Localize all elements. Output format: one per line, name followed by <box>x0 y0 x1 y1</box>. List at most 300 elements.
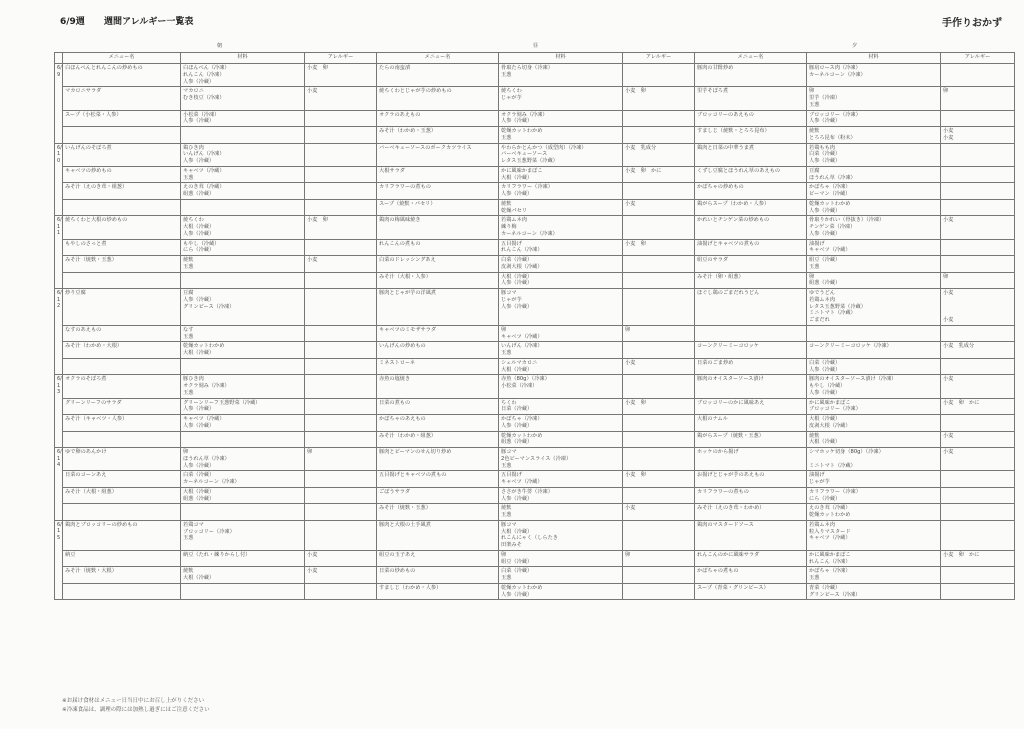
breakfast-ingredients <box>181 583 305 600</box>
lunch-ingredients: かに風味かまぼこ 大根（冷蔵） <box>499 166 623 183</box>
breakfast-allergens: 小麦 卵 <box>305 216 377 239</box>
day-label: 6/13 <box>55 375 63 448</box>
dinner-menu-name: ブロッコリーのかに風味あえ <box>695 398 807 415</box>
breakfast-allergens <box>305 239 377 256</box>
dinner-allergens <box>941 143 1015 166</box>
breakfast-ingredients: えのき茸（冷蔵） 組葱（冷蔵） <box>181 183 305 200</box>
breakfast-menu-name <box>63 199 181 216</box>
table-row <box>55 550 1015 567</box>
dinner-allergens <box>941 504 1015 521</box>
day-label: 6/10 <box>55 143 63 216</box>
dinner-ingredients: 卵 組葱（冷蔵） <box>807 272 941 289</box>
lunch-allergens <box>623 272 695 289</box>
breakfast-allergens: 小麦 <box>305 87 377 110</box>
breakfast-menu-name: みそ汁（えのき茸・組葱） <box>63 183 181 200</box>
lunch-menu-name: 赤魚の塩焼き <box>377 375 499 398</box>
breakfast-menu-name: みそ汁（焼麩・大根） <box>63 567 181 584</box>
dinner-menu-name <box>695 325 807 342</box>
dinner-menu-name: スープ（青菜・グリンピース） <box>695 583 807 600</box>
lunch-ingredients: 五目揚げ キャベツ（冷蔵） <box>499 471 623 488</box>
lunch-allergens <box>623 487 695 504</box>
breakfast-menu-name: もやしのさっと煮 <box>63 239 181 256</box>
lunch-menu-name: 日菜の炒めもの <box>377 567 499 584</box>
breakfast-ingredients: なす 玉葱 <box>181 325 305 342</box>
dinner-menu-name: ブロッコリーのあえもの <box>695 110 807 127</box>
dinner-allergens: 小麦 <box>941 431 1015 448</box>
dinner-menu-name: 豚肉の甘酢炒め <box>695 64 807 87</box>
dinner-menu-name: 豚肉のオイスターソース漬け <box>695 375 807 398</box>
footnotes <box>62 697 210 716</box>
dinner-ingredients: 骨取りかれい（骨抜き）（冷凍） チンゲン菜（冷凍） 人参（冷蔵） <box>807 216 941 239</box>
breakfast-menu-name: ゆで卵のあんかけ <box>63 448 181 471</box>
lunch-ingredients: 焼麩 玉葱 <box>499 504 623 521</box>
dinner-ingredients: 乾燥カットわかめ 人参（冷蔵） <box>807 199 941 216</box>
table-row <box>55 143 1015 166</box>
lunch-allergens <box>623 567 695 584</box>
dinner-ingredients: 豆腐 ほうれん草（冷凍） <box>807 166 941 183</box>
footnote: ※冷凍食品は、調理の際には加熱し過ぎにはご注意ください <box>62 707 210 714</box>
breakfast-allergens <box>305 199 377 216</box>
lunch-allergens <box>623 342 695 359</box>
dinner-allergens <box>941 110 1015 127</box>
dinner-menu-name: かぼちゃの炒めもの <box>695 183 807 200</box>
lunch-menu-name: すましじ（わかめ・人参） <box>377 583 499 600</box>
breakfast-allergens <box>305 143 377 166</box>
dinner-ingredients: 豚肉のオイスターソース漬け（冷凍） もやし（冷蔵） 人参（冷蔵） <box>807 375 941 398</box>
lunch-ingredients: 卵 組豆（冷蔵） <box>499 550 623 567</box>
lunch-ingredients: 大根（冷蔵） 人参（冷蔵） <box>499 272 623 289</box>
breakfast-menu-name: オクラのそぼろ煮 <box>63 375 181 398</box>
dinner-menu-name: 油揚げとキャベツの煮もの <box>695 239 807 256</box>
dinner-allergens: 小麦 小麦 <box>941 289 1015 326</box>
breakfast-allergens <box>305 504 377 521</box>
lunch-ingredients: 骨取たら切身（冷凍） 玉葱 <box>499 64 623 87</box>
breakfast-allergens <box>305 431 377 448</box>
breakfast-allergens: 小麦 <box>305 550 377 567</box>
lunch-ingredients: シェルマカロニ 大根（冷蔵） <box>499 358 623 375</box>
breakfast-allergens <box>305 127 377 144</box>
dinner-ingredients: カリフラワー（冷凍） にら（冷蔵） <box>807 487 941 504</box>
breakfast-allergens <box>305 375 377 398</box>
dinner-menu-name: ほぐし鶏のごまだれうどん <box>695 289 807 326</box>
column-header-allergy: アレルギー <box>941 53 1015 64</box>
lunch-allergens: 小麦 <box>623 358 695 375</box>
breakfast-menu-name <box>63 583 181 600</box>
dinner-ingredients: かに風味かまぼこ れんこん（冷凍） <box>807 550 941 567</box>
dinner-allergens <box>941 583 1015 600</box>
lunch-ingredients: カリフラワー（冷凍） 人参（冷蔵） <box>499 183 623 200</box>
lunch-ingredients: 乾燥カットわかめ 組葱（冷蔵） <box>499 431 623 448</box>
dinner-ingredients: ゆでうどん 若鶏ムネ肉 レタス玉葱野菜（冷蔵） ミニトマト（冷蔵） ごまだれ <box>807 289 941 326</box>
breakfast-menu-name <box>63 358 181 375</box>
dinner-menu-name: 大根のナムル <box>695 415 807 432</box>
lunch-menu-name: 豚肉とじゃが芋の洋風煮 <box>377 289 499 326</box>
lunch-ingredients: オクラ刻み（冷凍） 人参（冷蔵） <box>499 110 623 127</box>
lunch-menu-name: かぼちゃのあえもの <box>377 415 499 432</box>
dinner-ingredients: 若鶏もも肉 白菜（冷蔵） 人参（冷蔵） <box>807 143 941 166</box>
breakfast-allergens <box>305 325 377 342</box>
breakfast-menu-name: みそ汁（焼麩・玉葱） <box>63 256 181 273</box>
breakfast-ingredients: 納豆（たれ・練りからし付） <box>181 550 305 567</box>
breakfast-menu-name: みそ汁（大根・組葱） <box>63 487 181 504</box>
dinner-ingredients: 卵 里芋（冷凍） 玉葱 <box>807 87 941 110</box>
lunch-allergens <box>623 520 695 550</box>
table-row <box>55 325 1015 342</box>
lunch-menu-name: 白菜のドレッシングあえ <box>377 256 499 273</box>
lunch-menu-name: 五目揚げとキャベツの煮もの <box>377 471 499 488</box>
dinner-allergens: 小麦 乳成分 <box>941 342 1015 359</box>
breakfast-menu-name: 鶏肉とブロッコリーの炒めもの <box>63 520 181 550</box>
meal-header-dinner: 夕 <box>851 43 858 49</box>
lunch-ingredients: ちくわ 日菜（冷蔵） <box>499 398 623 415</box>
dinner-ingredients: かぼちゃ（冷凍） 玉葱 <box>807 567 941 584</box>
dinner-ingredients: えのき茸（冷蔵） 乾燥カットわかめ <box>807 504 941 521</box>
lunch-menu-name: みそ汁（焼麩・玉葱） <box>377 504 499 521</box>
breakfast-allergens <box>305 272 377 289</box>
lunch-ingredients: かぼちゃ（冷凍） 人参（冷蔵） <box>499 415 623 432</box>
column-header-menu: メニュー名 <box>377 53 499 64</box>
column-header-allergy: アレルギー <box>623 53 695 64</box>
lunch-menu-name: れんこんの煮もの <box>377 239 499 256</box>
dinner-allergens: 小麦 小麦 <box>941 127 1015 144</box>
breakfast-ingredients: 焼麩 大根（冷蔵） <box>181 567 305 584</box>
lunch-allergens: 小麦 卵 <box>623 471 695 488</box>
dinner-menu-name: カリフラワーの煮もの <box>695 487 807 504</box>
table-row <box>55 256 1015 273</box>
dinner-menu-name: お揚げとじゃが芋のあえもの <box>695 471 807 488</box>
breakfast-ingredients: キャベツ（冷蔵） 人参（冷蔵） <box>181 415 305 432</box>
column-header-menu: メニュー名 <box>63 53 181 64</box>
table-row <box>55 216 1015 239</box>
lunch-ingredients: いんげん（冷凍） 玉葱 <box>499 342 623 359</box>
dinner-allergens <box>941 256 1015 273</box>
lunch-ingredients: 五目揚げ れんこん（冷凍） <box>499 239 623 256</box>
lunch-allergens <box>623 183 695 200</box>
lunch-allergens <box>623 127 695 144</box>
lunch-allergens: 小麦 卵 <box>623 239 695 256</box>
dinner-menu-name: かぼちゃの煮もの <box>695 567 807 584</box>
breakfast-menu-name <box>63 272 181 289</box>
dinner-menu-name: 鶏肉と日菜の中華うま煮 <box>695 143 807 166</box>
dinner-allergens <box>941 64 1015 87</box>
dinner-ingredients <box>807 325 941 342</box>
lunch-menu-name: いんげんの炒めもの <box>377 342 499 359</box>
lunch-menu-name: 組豆の玉子あえ <box>377 550 499 567</box>
column-header-ingredients: 材料 <box>807 53 941 64</box>
lunch-allergens <box>623 216 695 239</box>
lunch-ingredients: 乾燥カットわかめ 人参（冷蔵） <box>499 583 623 600</box>
lunch-allergens <box>623 289 695 326</box>
lunch-menu-name: 豚肉と大根の土手風煮 <box>377 520 499 550</box>
lunch-allergens: 小麦 卵 <box>623 87 695 110</box>
lunch-ingredients: 赤魚（80g）（冷凍） 小松菜（冷凍） <box>499 375 623 398</box>
table-row <box>55 398 1015 415</box>
breakfast-allergens: 小麦 卵 <box>305 64 377 87</box>
dinner-allergens: 小麦 卵 かに <box>941 398 1015 415</box>
lunch-allergens <box>623 375 695 398</box>
table-row <box>55 504 1015 521</box>
breakfast-allergens: 小麦 <box>305 256 377 273</box>
dinner-menu-name: ホッケのから揚げ <box>695 448 807 471</box>
breakfast-ingredients <box>181 272 305 289</box>
breakfast-ingredients: 小松菜（冷凍） 人参（冷蔵） <box>181 110 305 127</box>
table-row <box>55 487 1015 504</box>
table-row <box>55 64 1015 87</box>
breakfast-allergens <box>305 342 377 359</box>
dinner-ingredients: 焼麩 とろろ昆布（粉末） <box>807 127 941 144</box>
lunch-menu-name: カリフラワーの煮もの <box>377 183 499 200</box>
breakfast-ingredients: キャベツ（冷蔵） 玉葱 <box>181 166 305 183</box>
table-row <box>55 358 1015 375</box>
lunch-ingredients: 焼ちくわ じゃが芋 <box>499 87 623 110</box>
meal-header-breakfast: 朝 <box>216 43 223 49</box>
breakfast-ingredients <box>181 358 305 375</box>
dinner-ingredients: 組豆（冷蔵） 玉葱 <box>807 256 941 273</box>
table-row <box>55 166 1015 183</box>
lunch-ingredients: ささがき牛蒡（冷凍） 人参（冷蔵） <box>499 487 623 504</box>
breakfast-menu-name: いんげんのそぼろ煮 <box>63 143 181 166</box>
breakfast-ingredients: 大根（冷蔵） 組葱（冷蔵） <box>181 487 305 504</box>
page-title: 週間アレルギー一覧表 <box>103 17 194 27</box>
lunch-menu-name: たらの南蛮漬 <box>377 64 499 87</box>
dinner-allergens <box>941 166 1015 183</box>
table-row <box>55 272 1015 289</box>
lunch-allergens <box>623 415 695 432</box>
dinner-menu-name: 組豆のサラダ <box>695 256 807 273</box>
column-header-allergy: アレルギー <box>305 53 377 64</box>
breakfast-ingredients: もやし（冷蔵） にら（冷蔵） <box>181 239 305 256</box>
dinner-menu-name: れんこんのかに風味サラダ <box>695 550 807 567</box>
category-tag: 手作りおかず <box>942 18 1002 29</box>
breakfast-allergens <box>305 358 377 375</box>
column-header-menu: メニュー名 <box>695 53 807 64</box>
dinner-ingredients: 豚肩ロース肉（冷凍） カーネルコーン（冷凍） <box>807 64 941 87</box>
lunch-menu-name: スープ（焼麩・パセリ） <box>377 199 499 216</box>
breakfast-ingredients: 若鶏コマ ブロッコリー（冷凍） 玉葱 <box>181 520 305 550</box>
lunch-allergens <box>623 583 695 600</box>
lunch-allergens: 卵 <box>623 550 695 567</box>
table-row <box>55 289 1015 326</box>
breakfast-ingredients: 鶏ひき肉 いんげん（冷凍） 人参（冷蔵） <box>181 143 305 166</box>
lunch-ingredients: 乾燥カットわかめ 玉葱 <box>499 127 623 144</box>
day-label: 6/14 <box>55 448 63 521</box>
breakfast-allergens <box>305 471 377 488</box>
lunch-ingredients: 豚コマ 大根（冷蔵） れこんにゃく（しらたき 田楽みそ <box>499 520 623 550</box>
dinner-ingredients: ブロッコリー（冷凍） 人参（冷蔵） <box>807 110 941 127</box>
lunch-allergens: 小麦 <box>623 199 695 216</box>
lunch-allergens <box>623 64 695 87</box>
breakfast-allergens <box>305 487 377 504</box>
dinner-ingredients: 焼麩 大根（冷蔵） <box>807 431 941 448</box>
breakfast-ingredients: 豚ひき肉 オクラ刻み（冷凍） 玉葱 <box>181 375 305 398</box>
dinner-menu-name: みそ汁（えのき茸・わかめ） <box>695 504 807 521</box>
dinner-ingredients: 油揚げ キャベツ（冷蔵） <box>807 239 941 256</box>
lunch-menu-name: 鶏肉の梅風味焼き <box>377 216 499 239</box>
lunch-ingredients: 豚コマ 2色ピーマンスライス（冷凍） 玉葱 <box>499 448 623 471</box>
dinner-menu-name: みそ汁（卵・組葱） <box>695 272 807 289</box>
dinner-ingredients: かに風味かまぼこ ブロッコリー（冷凍） <box>807 398 941 415</box>
lunch-ingredients: 卵 キャベツ（冷蔵） <box>499 325 623 342</box>
table-row <box>55 520 1015 550</box>
breakfast-ingredients <box>181 127 305 144</box>
day-label: 6/11 <box>55 216 63 289</box>
breakfast-allergens <box>305 520 377 550</box>
dinner-menu-name: コーンクリーミーコロッケ <box>695 342 807 359</box>
dinner-ingredients: 白菜（冷蔵） 人参（冷蔵） <box>807 358 941 375</box>
allergy-menu-table <box>54 42 1015 600</box>
table-row <box>55 239 1015 256</box>
table-row <box>55 583 1015 600</box>
breakfast-menu-name: 白ほんぺんとれんこんの炒めもの <box>63 64 181 87</box>
dinner-allergens <box>941 567 1015 584</box>
breakfast-menu-name: 日菜のコーンあえ <box>63 471 181 488</box>
lunch-ingredients: 若鶏ムネ肉 練り梅 カーネルコーン（冷凍） <box>499 216 623 239</box>
breakfast-menu-name: なすのあえもの <box>63 325 181 342</box>
breakfast-allergens <box>305 110 377 127</box>
breakfast-allergens <box>305 289 377 326</box>
dinner-ingredients: 油揚げ じゃが芋 <box>807 471 941 488</box>
breakfast-menu-name: みそ汁（キャベツ・人参） <box>63 415 181 432</box>
breakfast-allergens <box>305 583 377 600</box>
lunch-allergens <box>623 448 695 471</box>
column-header-ingredients: 材料 <box>181 53 305 64</box>
day-label: 6/15 <box>55 520 63 600</box>
dinner-allergens <box>941 239 1015 256</box>
dinner-allergens: 卵 <box>941 272 1015 289</box>
breakfast-menu-name: 炒り豆腐 <box>63 289 181 326</box>
breakfast-menu-name: グリーンリーフのサラダ <box>63 398 181 415</box>
day-label: 6/9 <box>55 64 63 144</box>
dinner-ingredients: 青菜（冷蔵） グリンピース（冷凍） <box>807 583 941 600</box>
breakfast-ingredients: グリーンリーフ玉葱野菜（冷蔵） 人参（冷蔵） <box>181 398 305 415</box>
breakfast-ingredients: 白菜（冷蔵） カーネルコーン（冷凍） <box>181 471 305 488</box>
breakfast-menu-name: みそ汁（わかめ・大根） <box>63 342 181 359</box>
breakfast-ingredients: 豆腐 人参（冷蔵） グリンピース（冷凍） <box>181 289 305 326</box>
dinner-menu-name: かれいとチンゲン菜の炒めもの <box>695 216 807 239</box>
dinner-allergens: 小麦 <box>941 375 1015 398</box>
breakfast-menu-name: スープ（小松菜・人参） <box>63 110 181 127</box>
table-row <box>55 87 1015 110</box>
lunch-ingredients: 白菜（冷蔵） 皮剥大根（冷蔵） <box>499 256 623 273</box>
lunch-ingredients: 焼麩 乾燥パセリ <box>499 199 623 216</box>
lunch-menu-name: ミネストローネ <box>377 358 499 375</box>
breakfast-ingredients: 卵 ほうれん草（冷凍） 人参（冷蔵） <box>181 448 305 471</box>
meal-header-lunch: 昼 <box>532 43 539 49</box>
breakfast-allergens <box>305 183 377 200</box>
sheet-header <box>60 14 209 27</box>
lunch-menu-name: みそ汁（わかめ・玉葱） <box>377 127 499 144</box>
dinner-allergens <box>941 487 1015 504</box>
lunch-allergens: 小麦 卵 かに <box>623 166 695 183</box>
day-label: 6/12 <box>55 289 63 375</box>
dinner-ingredients: 大根（冷蔵） 皮剥大根（冷蔵） <box>807 415 941 432</box>
table-row <box>55 127 1015 144</box>
breakfast-allergens <box>305 415 377 432</box>
table-row <box>55 183 1015 200</box>
dinner-ingredients: かぼちゃ（冷凍） ピーマン（冷蔵） <box>807 183 941 200</box>
table-row <box>55 199 1015 216</box>
lunch-ingredients: やわらかとんかつ（成型肉）（冷凍） バーベキューソース レタス玉葱野菜（冷蔵） <box>499 143 623 166</box>
lunch-menu-name: 大根サラダ <box>377 166 499 183</box>
dinner-menu-name: 里芋そぼろ煮 <box>695 87 807 110</box>
breakfast-menu-name: マカロニサラダ <box>63 87 181 110</box>
breakfast-menu-name <box>63 504 181 521</box>
breakfast-menu-name: キャベツの炒めもの <box>63 166 181 183</box>
table-row <box>55 448 1015 471</box>
dinner-allergens <box>941 471 1015 488</box>
lunch-menu-name: 日菜の煮もの <box>377 398 499 415</box>
breakfast-ingredients: 白ほんぺん（冷凍） れんこん（冷凍） 人参（冷蔵） <box>181 64 305 87</box>
breakfast-ingredients: 焼麩 玉葱 <box>181 256 305 273</box>
breakfast-ingredients: マカロニ むき枝豆（冷凍） <box>181 87 305 110</box>
dinner-allergens <box>941 520 1015 550</box>
lunch-menu-name: 豚肉とピーマンのせん切り炒め <box>377 448 499 471</box>
dinner-allergens <box>941 325 1015 342</box>
dinner-allergens <box>941 415 1015 432</box>
lunch-allergens: 小麦 <box>623 504 695 521</box>
lunch-ingredients: 白菜（冷蔵） 玉葱 <box>499 567 623 584</box>
breakfast-allergens <box>305 166 377 183</box>
dinner-menu-name: 鶏がらスープ（わかめ・人参） <box>695 199 807 216</box>
dinner-menu-name: すましじ（焼麩・とろろ昆布） <box>695 127 807 144</box>
breakfast-ingredients <box>181 431 305 448</box>
table-row <box>55 375 1015 398</box>
lunch-menu-name: みそ汁（わかめ・組葱） <box>377 431 499 448</box>
breakfast-menu-name <box>63 431 181 448</box>
dinner-menu-name: くずし豆腐とほうれん草のあえもの <box>695 166 807 183</box>
dinner-allergens <box>941 183 1015 200</box>
breakfast-allergens: 小麦 <box>305 567 377 584</box>
dinner-ingredients: コーンクリーミーコロッケ（冷凍） <box>807 342 941 359</box>
breakfast-ingredients <box>181 504 305 521</box>
table-row <box>55 431 1015 448</box>
breakfast-menu-name: 焼ちくわと大根の炒めもの <box>63 216 181 239</box>
column-header-ingredients: 材料 <box>499 53 623 64</box>
lunch-menu-name: キャベツのミモザサラダ <box>377 325 499 342</box>
table-row <box>55 110 1015 127</box>
lunch-menu-name: みそ汁（大根・人参） <box>377 272 499 289</box>
lunch-allergens <box>623 431 695 448</box>
dinner-allergens <box>941 358 1015 375</box>
lunch-allergens: 卵 <box>623 325 695 342</box>
dinner-ingredients: シマホッケ切身（80g）（冷凍） ミニトマト（冷蔵） <box>807 448 941 471</box>
lunch-menu-name: バーベキューソースのポークカツライス <box>377 143 499 166</box>
table-row <box>55 567 1015 584</box>
table-row <box>55 342 1015 359</box>
dinner-menu-name: 鶏肉のマスタードソース <box>695 520 807 550</box>
breakfast-ingredients <box>181 199 305 216</box>
lunch-allergens: 小麦 乳成分 <box>623 143 695 166</box>
lunch-allergens <box>623 110 695 127</box>
lunch-allergens: 小麦 卵 <box>623 398 695 415</box>
dinner-menu-name: 鶏がらスープ（焼麩・玉葱） <box>695 431 807 448</box>
breakfast-ingredients: 焼ちくわ 大根（冷蔵） 人参（冷蔵） <box>181 216 305 239</box>
week-label: 6/9週 <box>60 17 85 27</box>
dinner-allergens: 小麦 卵 かに <box>941 550 1015 567</box>
dinner-menu-name: 日菜のごま炒め <box>695 358 807 375</box>
dinner-allergens: 小麦 <box>941 216 1015 239</box>
breakfast-allergens <box>305 398 377 415</box>
lunch-ingredients: 豚コマ じゃが芋 人参（冷蔵） <box>499 289 623 326</box>
dinner-allergens: 小麦 <box>941 448 1015 471</box>
footnote: ※お届け食材はメニュー日当日中にお召し上がりください <box>62 698 205 704</box>
table-row <box>55 415 1015 432</box>
lunch-menu-name: オクラのあえもの <box>377 110 499 127</box>
breakfast-menu-name <box>63 127 181 144</box>
breakfast-ingredients: 乾燥カットわかめ 大根（冷蔵） <box>181 342 305 359</box>
lunch-menu-name: 焼ちくわとじゃが芋の炒めもの <box>377 87 499 110</box>
dinner-allergens: 卵 <box>941 87 1015 110</box>
